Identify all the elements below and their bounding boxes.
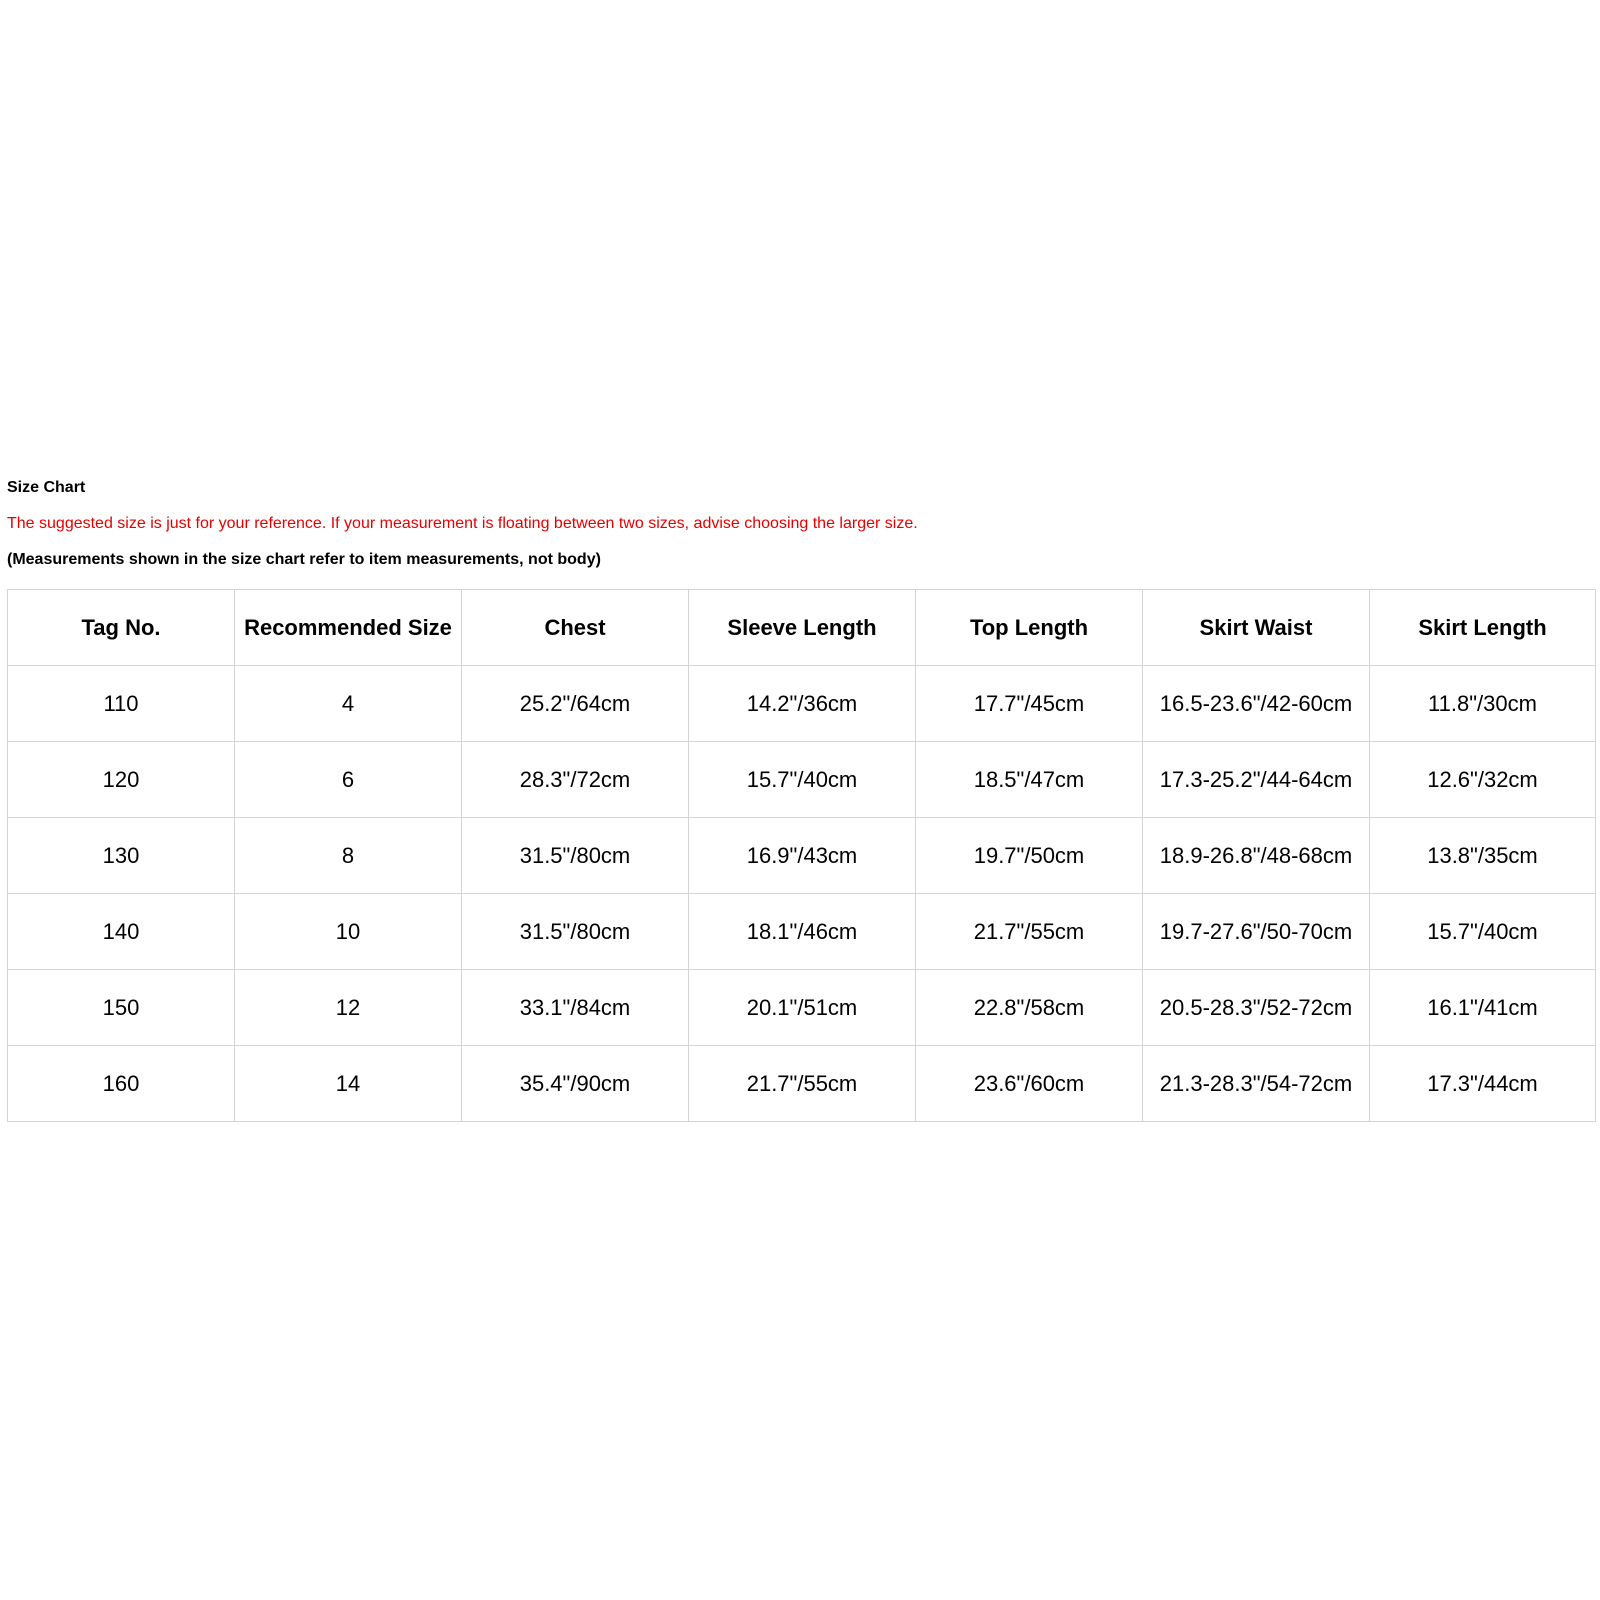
column-header-chest: Chest	[462, 590, 689, 666]
table-cell: 15.7"/40cm	[689, 742, 916, 818]
table-cell: 25.2"/64cm	[462, 666, 689, 742]
table-cell: 10	[235, 894, 462, 970]
table-cell: 19.7"/50cm	[916, 818, 1143, 894]
table-cell: 21.7"/55cm	[689, 1046, 916, 1122]
table-cell: 19.7-27.6"/50-70cm	[1143, 894, 1370, 970]
table-cell: 21.3-28.3"/54-72cm	[1143, 1046, 1370, 1122]
table-cell: 12	[235, 970, 462, 1046]
table-cell: 120	[8, 742, 235, 818]
table-cell: 14.2"/36cm	[689, 666, 916, 742]
table-cell: 14	[235, 1046, 462, 1122]
table-row	[8, 666, 1596, 742]
size-advice-notice: The suggested size is just for your reference. If your measurement is floating between two sizes, advise choosing the larger size.	[7, 515, 918, 532]
table-cell: 16.5-23.6"/42-60cm	[1143, 666, 1370, 742]
table-cell: 17.3"/44cm	[1370, 1046, 1596, 1122]
table-cell: 160	[8, 1046, 235, 1122]
table-cell: 16.1"/41cm	[1370, 970, 1596, 1046]
column-header-skirt-waist: Skirt Waist	[1143, 590, 1370, 666]
table-cell: 15.7"/40cm	[1370, 894, 1596, 970]
table-cell: 17.3-25.2"/44-64cm	[1143, 742, 1370, 818]
table-cell: 18.9-26.8"/48-68cm	[1143, 818, 1370, 894]
table-cell: 23.6"/60cm	[916, 1046, 1143, 1122]
page-title: Size Chart	[7, 479, 86, 496]
table-header-row	[8, 590, 1596, 666]
table-cell: 6	[235, 742, 462, 818]
size-chart-table	[7, 589, 1596, 1122]
table-cell: 110	[8, 666, 235, 742]
table-cell: 11.8"/30cm	[1370, 666, 1596, 742]
table-row	[8, 818, 1596, 894]
measurement-note: (Measurements shown in the size chart refer to item measurements, not body)	[7, 551, 601, 568]
table-cell: 31.5"/80cm	[462, 818, 689, 894]
table-cell: 31.5"/80cm	[462, 894, 689, 970]
table-cell: 130	[8, 818, 235, 894]
column-header-recommended-size: Recommended Size	[235, 590, 462, 666]
table-cell: 28.3"/72cm	[462, 742, 689, 818]
table-cell: 33.1"/84cm	[462, 970, 689, 1046]
table-cell: 22.8"/58cm	[916, 970, 1143, 1046]
table-row	[8, 970, 1596, 1046]
table-cell: 8	[235, 818, 462, 894]
table-cell: 17.7"/45cm	[916, 666, 1143, 742]
table-cell: 12.6"/32cm	[1370, 742, 1596, 818]
table-cell: 35.4"/90cm	[462, 1046, 689, 1122]
table-cell: 140	[8, 894, 235, 970]
column-header-tag-no: Tag No.	[8, 590, 235, 666]
table-cell: 16.9"/43cm	[689, 818, 916, 894]
table-row	[8, 742, 1596, 818]
column-header-top-length: Top Length	[916, 590, 1143, 666]
table-cell: 18.5"/47cm	[916, 742, 1143, 818]
table-cell: 150	[8, 970, 235, 1046]
column-header-sleeve-length: Sleeve Length	[689, 590, 916, 666]
table-cell: 18.1"/46cm	[689, 894, 916, 970]
table-cell: 20.5-28.3"/52-72cm	[1143, 970, 1370, 1046]
table-cell: 13.8"/35cm	[1370, 818, 1596, 894]
column-header-skirt-length: Skirt Length	[1370, 590, 1596, 666]
table-row	[8, 1046, 1596, 1122]
table-cell: 21.7"/55cm	[916, 894, 1143, 970]
table-cell: 4	[235, 666, 462, 742]
table-row	[8, 894, 1596, 970]
table-cell: 20.1"/51cm	[689, 970, 916, 1046]
